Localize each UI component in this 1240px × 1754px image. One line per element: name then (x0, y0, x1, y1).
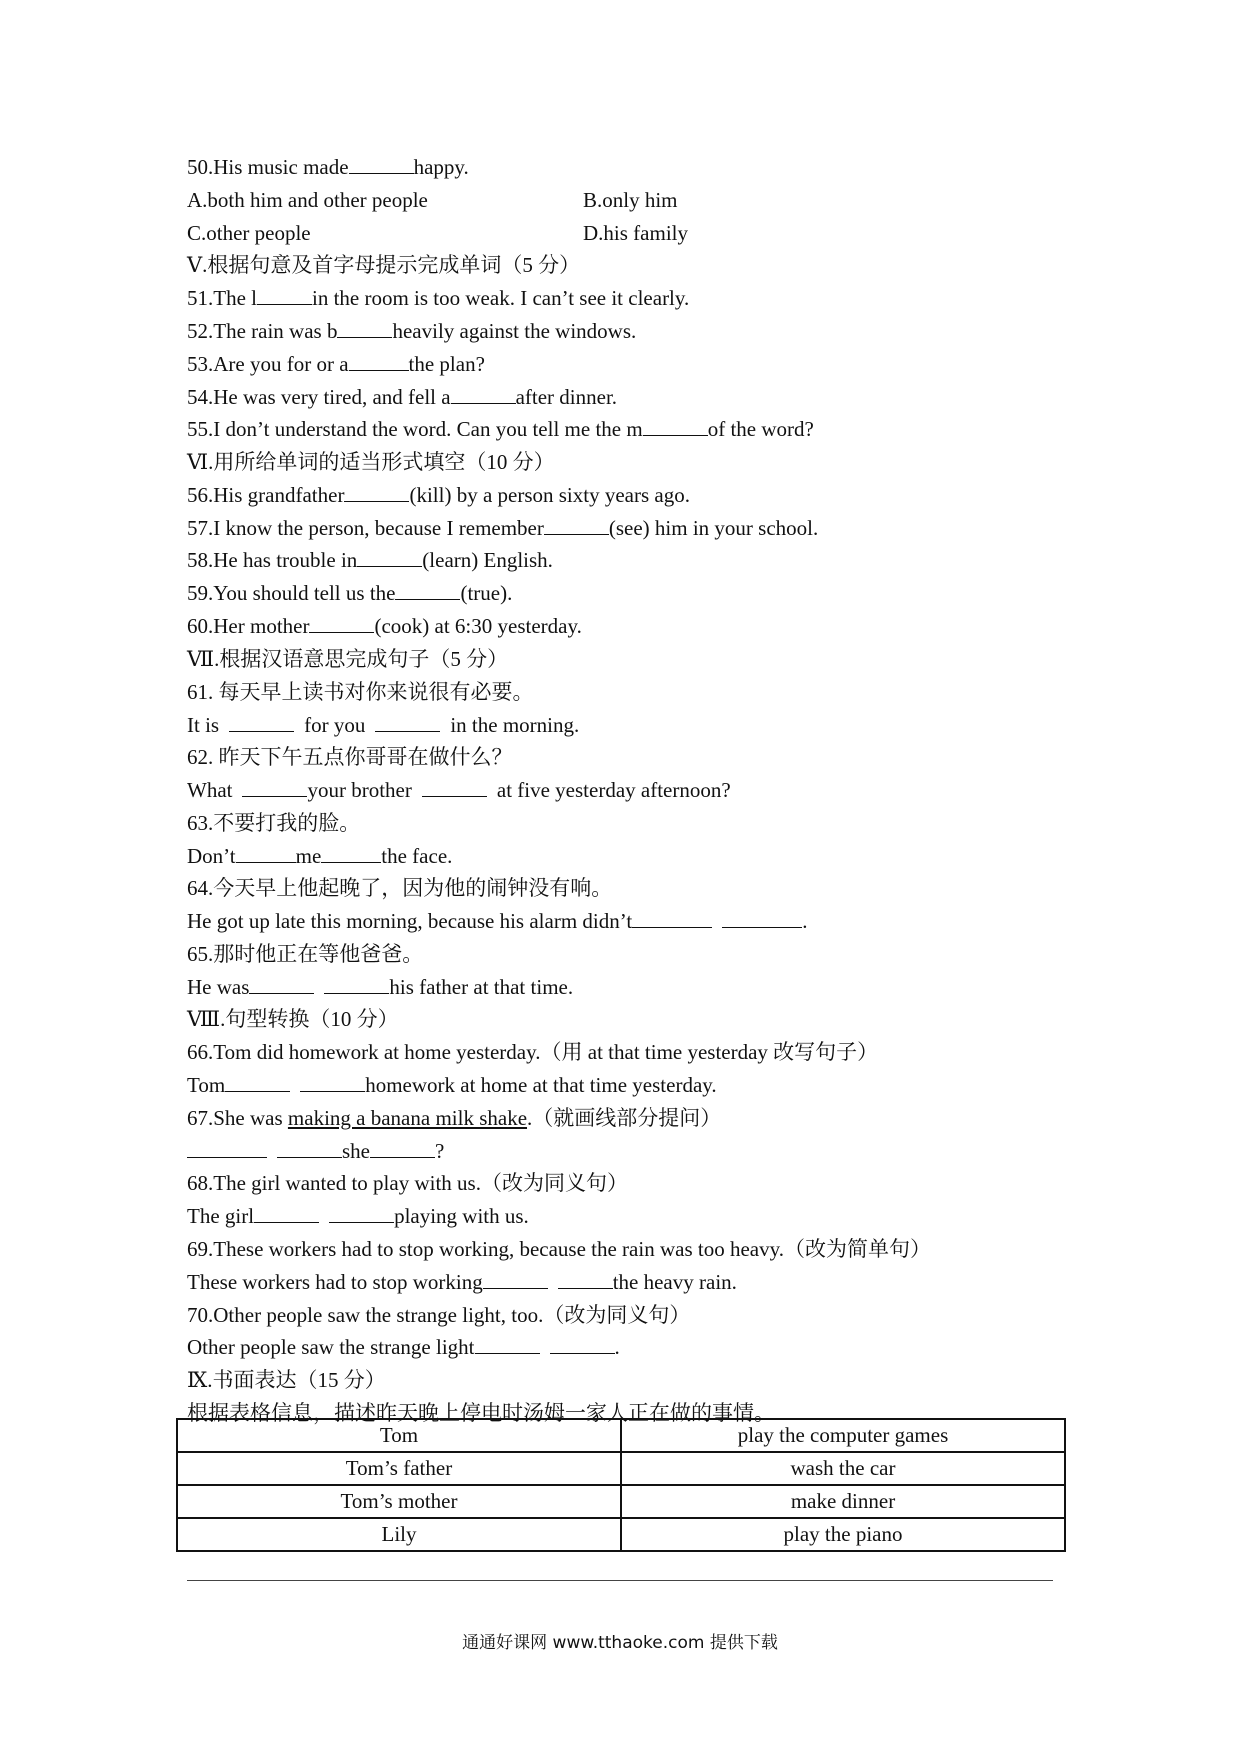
question-69-prompt: 69.These workers had to stop working, because the rain was too heavy.（改为简单句） (187, 1237, 931, 1261)
answer-blank[interactable] (451, 383, 516, 404)
question-63-sentence: Don’t me the face. (187, 844, 453, 868)
answer-blank[interactable] (229, 711, 294, 732)
question-67-sentence: she ? (187, 1137, 444, 1165)
section-heading-7: Ⅶ.根据汉语意思完成句子（5 分） (187, 647, 509, 671)
section-heading-8: Ⅷ.句型转换（10 分） (187, 1007, 399, 1031)
question-62-chinese: 62. 昨天下午五点你哥哥在做什么？ (187, 745, 513, 769)
table-cell-person: Tom’s mother (177, 1485, 621, 1518)
answer-blank[interactable] (236, 842, 296, 863)
answer-blank[interactable] (324, 973, 389, 994)
answer-blank[interactable] (357, 546, 422, 567)
question-64-chinese: 64.今天早上他起晚了，因为他的闹钟没有响。 (187, 876, 613, 900)
question-63-chinese: 63.不要打我的脸。 (187, 811, 361, 835)
answer-blank[interactable] (349, 350, 409, 371)
answer-blank[interactable] (483, 1268, 548, 1289)
option-c: C.other people (187, 221, 311, 245)
option-b: B.only him (583, 188, 678, 212)
question-66-sentence: Tom homework at home at that time yesterday. (187, 1073, 717, 1097)
table-row (177, 1485, 1065, 1518)
table-row (177, 1518, 1065, 1551)
family-activity-table (176, 1418, 1066, 1552)
section-heading-6: Ⅵ.用所给单词的适当形式填空（10 分） (187, 450, 555, 474)
answer-blank[interactable] (225, 1071, 290, 1092)
footer-divider (187, 1580, 1053, 1581)
footer-credit: 通通好课网 www.tthaoke.com 提供下载 (462, 1633, 778, 1653)
question-61-sentence: It is for you in the morning. (187, 713, 580, 737)
question-66-prompt: 66.Tom did homework at home yesterday.（用 at that time yesterday 改写句子） (187, 1040, 879, 1064)
table-cell-person: Tom’s father (177, 1452, 621, 1485)
answer-blank[interactable] (321, 842, 381, 863)
question-69-sentence: These workers had to stop working the heavy rain. (187, 1270, 737, 1294)
answer-blank[interactable] (422, 776, 487, 797)
answer-blank[interactable] (370, 1137, 435, 1158)
answer-blank[interactable] (277, 1137, 342, 1158)
question-59: 59.You should tell us the (true). (187, 581, 513, 605)
answer-blank[interactable] (329, 1202, 394, 1223)
question-53: 53.Are you for or a the plan? (187, 352, 485, 376)
answer-blank[interactable] (722, 907, 802, 928)
table-row (177, 1452, 1065, 1485)
table-cell-activity: play the computer games (621, 1419, 1065, 1452)
answer-blank[interactable] (558, 1268, 613, 1289)
answer-blank[interactable] (242, 776, 307, 797)
answer-blank[interactable] (344, 481, 409, 502)
question-65-chinese: 65.那时他正在等他爸爸。 (187, 942, 424, 966)
table-cell-activity: wash the car (621, 1452, 1065, 1485)
question-70-sentence: Other people saw the strange light . (187, 1335, 620, 1359)
answer-blank[interactable] (395, 579, 460, 600)
question-68-prompt: 68.The girl wanted to play with us.（改为同义句） (187, 1171, 628, 1195)
section-heading-5: Ⅴ.根据句意及首字母提示完成单词（5 分） (187, 253, 581, 277)
answer-blank[interactable] (475, 1333, 540, 1354)
section-heading-9: Ⅸ.书面表达（15 分） (187, 1368, 386, 1392)
answer-blank[interactable] (309, 612, 374, 633)
option-a: A.both him and other people (187, 188, 428, 212)
answer-blank[interactable] (349, 153, 414, 174)
question-70-prompt: 70.Other people saw the strange light, too.（改为同义句） (187, 1303, 691, 1327)
question-65-sentence: He was his father at that time. (187, 975, 574, 999)
question-54: 54.He was very tired, and fell a after dinner. (187, 385, 618, 409)
table-row (177, 1419, 1065, 1452)
question-56: 56.His grandfather (kill) by a person sixty years ago. (187, 483, 690, 507)
question-61-chinese: 61. 每天早上读书对你来说很有必要。 (187, 680, 534, 704)
table-cell-person: Lily (177, 1518, 621, 1551)
answer-blank[interactable] (249, 973, 314, 994)
answer-blank[interactable] (544, 514, 609, 535)
answer-blank[interactable] (187, 1137, 267, 1158)
question-50: 50.His music made happy. (187, 155, 469, 179)
question-68-sentence: The girl playing with us. (187, 1204, 529, 1228)
question-60: 60.Her mother (cook) at 6:30 yesterday. (187, 614, 582, 638)
answer-blank[interactable] (375, 711, 440, 732)
question-64-sentence: He got up late this morning, because his alarm didn’t . (187, 909, 808, 933)
answer-blank[interactable] (632, 907, 712, 928)
option-d: D.his family (583, 221, 688, 245)
question-52: 52.The rain was b heavily against the windows. (187, 319, 637, 343)
underlined-phrase: making a banana milk shake (287, 1106, 528, 1130)
question-55: 55.I don’t understand the word. Can you tell me the m of the word? (187, 417, 814, 441)
question-62-sentence: What your brother at five yesterday afternoon? (187, 778, 731, 802)
question-51: 51.The l in the room is too weak. I can’t see it clearly. (187, 286, 690, 310)
answer-blank[interactable] (300, 1071, 365, 1092)
question-58: 58.He has trouble in (learn) English. (187, 548, 553, 572)
answer-blank[interactable] (254, 1202, 319, 1223)
question-57: 57.I know the person, because I remember (see) him in your school. (187, 516, 819, 540)
answer-blank[interactable] (337, 317, 392, 338)
answer-blank[interactable] (550, 1333, 615, 1354)
question-67-prompt: 67.She was making a banana milk shake.（就画线部分提问） (187, 1106, 722, 1130)
answer-blank[interactable] (643, 415, 708, 436)
table-cell-person: Tom (177, 1419, 621, 1452)
table-cell-activity: make dinner (621, 1485, 1065, 1518)
writing-instructions: 根据表格信息，描述昨天晚上停电时汤姆一家人正在做的事情。 (187, 1401, 775, 1425)
answer-blank[interactable] (257, 284, 312, 305)
table-cell-activity: play the piano (621, 1518, 1065, 1551)
